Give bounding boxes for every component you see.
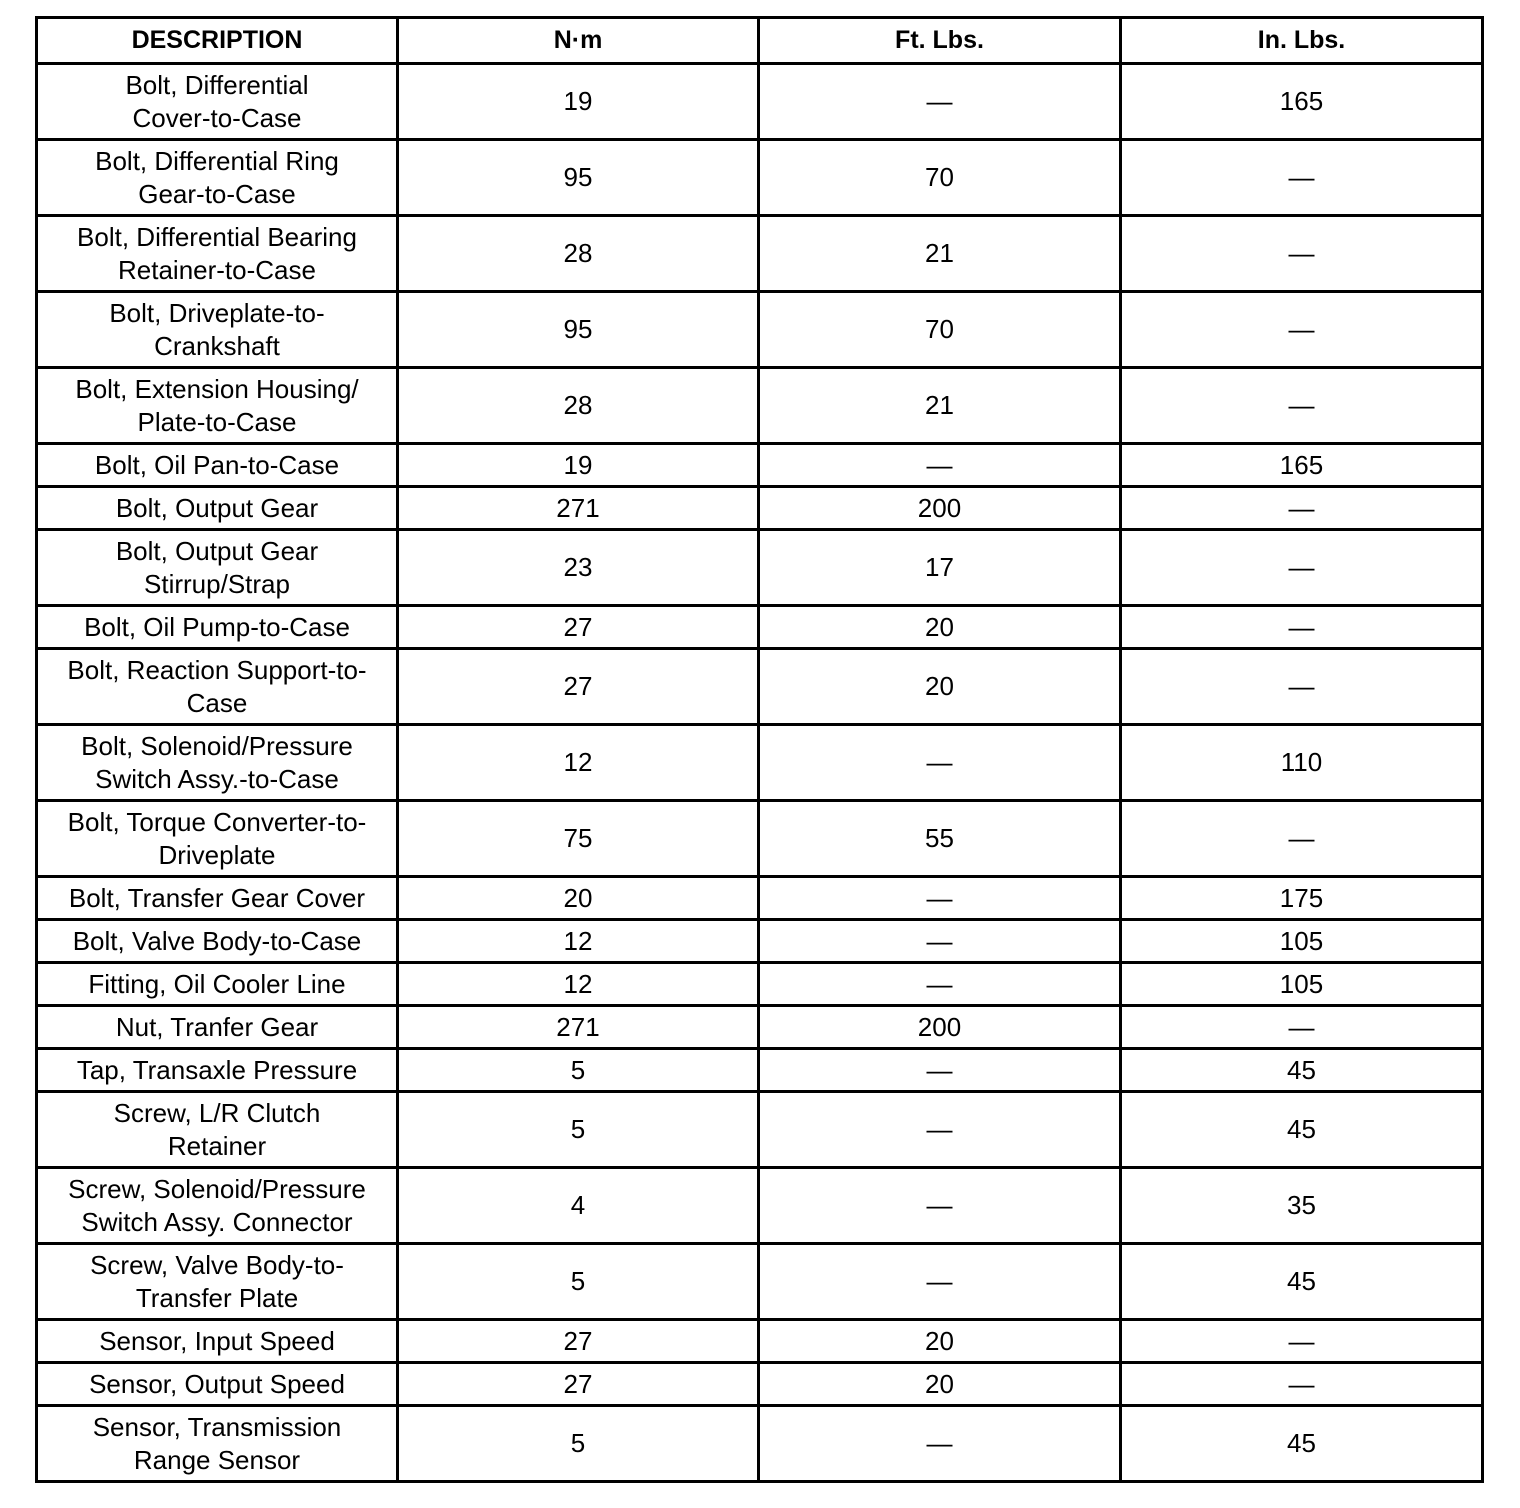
cell-foot-pounds: — — [759, 1168, 1121, 1244]
cell-newton-meters: 95 — [398, 292, 759, 368]
cell-newton-meters: 12 — [398, 920, 759, 963]
cell-foot-pounds: — — [759, 725, 1121, 801]
cell-foot-pounds: 20 — [759, 1320, 1121, 1363]
table-row — [37, 1049, 1483, 1092]
cell-newton-meters: 5 — [398, 1049, 759, 1092]
description-line: Plate-to-Case — [137, 406, 297, 437]
cell-newton-meters: 5 — [398, 1244, 759, 1320]
table-row — [37, 1092, 1483, 1168]
description-line: Bolt, Torque Converter-to- — [67, 806, 367, 837]
cell-description — [37, 725, 398, 801]
description-line: Bolt, Output Gear — [115, 492, 319, 523]
cell-newton-meters: 28 — [398, 368, 759, 444]
cell-description — [37, 64, 398, 140]
cell-foot-pounds: — — [759, 963, 1121, 1006]
cell-description — [37, 920, 398, 963]
description-line: Bolt, Differential Bearing — [77, 221, 357, 252]
description-line: Bolt, Driveplate-to- — [109, 297, 325, 328]
cell-foot-pounds: — — [759, 64, 1121, 140]
cell-inch-pounds: — — [1121, 530, 1483, 606]
table-row — [37, 1320, 1483, 1363]
cell-newton-meters: 23 — [398, 530, 759, 606]
cell-foot-pounds: 20 — [759, 1363, 1121, 1406]
cell-inch-pounds: — — [1121, 487, 1483, 530]
cell-description — [37, 1006, 398, 1049]
cell-inch-pounds: 165 — [1121, 64, 1483, 140]
description-line: Screw, Valve Body-to- — [90, 1249, 344, 1280]
cell-description — [37, 1092, 398, 1168]
cell-foot-pounds: — — [759, 1049, 1121, 1092]
cell-inch-pounds: — — [1121, 1006, 1483, 1049]
description-line: Switch Assy. Connector — [81, 1206, 353, 1237]
cell-description — [37, 801, 398, 877]
cell-foot-pounds: 55 — [759, 801, 1121, 877]
header-description: DESCRIPTION — [37, 18, 398, 64]
description-line: Screw, Solenoid/Pressure — [68, 1173, 366, 1204]
cell-newton-meters: 5 — [398, 1092, 759, 1168]
cell-inch-pounds: 105 — [1121, 963, 1483, 1006]
cell-inch-pounds: — — [1121, 649, 1483, 725]
table-row — [37, 877, 1483, 920]
cell-inch-pounds: 175 — [1121, 877, 1483, 920]
description-line: Range Sensor — [133, 1444, 301, 1475]
table-row — [37, 487, 1483, 530]
description-line: Transfer Plate — [135, 1282, 299, 1313]
description-line: Nut, Tranfer Gear — [115, 1011, 319, 1042]
cell-inch-pounds: 45 — [1121, 1049, 1483, 1092]
table-row — [37, 725, 1483, 801]
description-line: Driveplate — [158, 839, 276, 870]
cell-newton-meters: 19 — [398, 64, 759, 140]
description-line: Bolt, Oil Pan-to-Case — [94, 449, 340, 480]
table-body — [37, 64, 1483, 1482]
cell-inch-pounds: — — [1121, 216, 1483, 292]
description-line: Bolt, Transfer Gear Cover — [68, 882, 366, 913]
cell-newton-meters: 27 — [398, 649, 759, 725]
cell-foot-pounds: 21 — [759, 216, 1121, 292]
cell-description — [37, 1049, 398, 1092]
cell-foot-pounds: 200 — [759, 1006, 1121, 1049]
cell-description — [37, 1244, 398, 1320]
description-line: Retainer — [167, 1130, 267, 1161]
cell-inch-pounds: — — [1121, 140, 1483, 216]
cell-description — [37, 530, 398, 606]
cell-inch-pounds: 165 — [1121, 444, 1483, 487]
cell-newton-meters: 28 — [398, 216, 759, 292]
cell-inch-pounds: 45 — [1121, 1092, 1483, 1168]
cell-newton-meters: 27 — [398, 606, 759, 649]
header-newton-meters: N·m — [398, 18, 759, 64]
table-row — [37, 963, 1483, 1006]
cell-description — [37, 963, 398, 1006]
table-row — [37, 1168, 1483, 1244]
cell-newton-meters: 4 — [398, 1168, 759, 1244]
description-line: Case — [186, 687, 248, 718]
table-row — [37, 606, 1483, 649]
cell-newton-meters: 75 — [398, 801, 759, 877]
table-row — [37, 368, 1483, 444]
cell-description — [37, 368, 398, 444]
cell-newton-meters: 12 — [398, 725, 759, 801]
cell-inch-pounds: 45 — [1121, 1406, 1483, 1482]
cell-inch-pounds: 110 — [1121, 725, 1483, 801]
description-line: Screw, L/R Clutch — [113, 1097, 321, 1128]
cell-description — [37, 487, 398, 530]
cell-inch-pounds: 45 — [1121, 1244, 1483, 1320]
description-line: Bolt, Reaction Support-to- — [67, 654, 367, 685]
table-row — [37, 444, 1483, 487]
cell-foot-pounds: 200 — [759, 487, 1121, 530]
cell-description — [37, 1168, 398, 1244]
cell-inch-pounds: 35 — [1121, 1168, 1483, 1244]
description-line: Bolt, Valve Body-to-Case — [72, 925, 362, 956]
cell-inch-pounds: 105 — [1121, 920, 1483, 963]
cell-inch-pounds: — — [1121, 368, 1483, 444]
table-row — [37, 1006, 1483, 1049]
description-line: Bolt, Output Gear — [115, 535, 319, 566]
table-row — [37, 649, 1483, 725]
cell-foot-pounds: — — [759, 1244, 1121, 1320]
cell-newton-meters: 19 — [398, 444, 759, 487]
description-line: Gear-to-Case — [138, 178, 296, 209]
description-line: Sensor, Input Speed — [99, 1325, 335, 1356]
table-row — [37, 1406, 1483, 1482]
cell-foot-pounds: — — [759, 1092, 1121, 1168]
table-row — [37, 801, 1483, 877]
description-line: Fitting, Oil Cooler Line — [88, 968, 346, 999]
cell-description — [37, 1363, 398, 1406]
cell-inch-pounds: — — [1121, 606, 1483, 649]
cell-foot-pounds: — — [759, 920, 1121, 963]
cell-newton-meters: 5 — [398, 1406, 759, 1482]
description-line: Retainer-to-Case — [118, 254, 316, 285]
table-row — [37, 140, 1483, 216]
description-line: Switch Assy.-to-Case — [95, 763, 339, 794]
description-line: Bolt, Solenoid/Pressure — [81, 730, 353, 761]
cell-description — [37, 292, 398, 368]
cell-inch-pounds: — — [1121, 801, 1483, 877]
table-row — [37, 216, 1483, 292]
description-line: Tap, Transaxle Pressure — [76, 1054, 358, 1085]
cell-newton-meters: 20 — [398, 877, 759, 920]
cell-foot-pounds: — — [759, 1406, 1121, 1482]
cell-description — [37, 606, 398, 649]
cell-foot-pounds: 21 — [759, 368, 1121, 444]
cell-newton-meters: 95 — [398, 140, 759, 216]
description-line: Bolt, Differential Ring — [95, 145, 339, 176]
cell-inch-pounds: — — [1121, 1363, 1483, 1406]
description-line: Cover-to-Case — [132, 102, 302, 133]
description-line: Bolt, Differential — [125, 69, 309, 100]
cell-newton-meters: 271 — [398, 1006, 759, 1049]
cell-description — [37, 877, 398, 920]
description-line: Stirrup/Strap — [144, 568, 290, 599]
cell-newton-meters: 12 — [398, 963, 759, 1006]
description-line: Crankshaft — [154, 330, 280, 361]
table-row — [37, 920, 1483, 963]
table-row — [37, 530, 1483, 606]
cell-description — [37, 140, 398, 216]
cell-foot-pounds: 20 — [759, 606, 1121, 649]
table-row — [37, 1244, 1483, 1320]
cell-description — [37, 1320, 398, 1363]
cell-newton-meters: 27 — [398, 1363, 759, 1406]
cell-description — [37, 444, 398, 487]
cell-inch-pounds: — — [1121, 1320, 1483, 1363]
cell-newton-meters: 271 — [398, 487, 759, 530]
cell-foot-pounds: 70 — [759, 140, 1121, 216]
cell-foot-pounds: 17 — [759, 530, 1121, 606]
cell-description — [37, 1406, 398, 1482]
table-row — [37, 292, 1483, 368]
cell-newton-meters: 27 — [398, 1320, 759, 1363]
table-row — [37, 1363, 1483, 1406]
header-row — [37, 18, 1483, 64]
cell-foot-pounds: — — [759, 444, 1121, 487]
cell-foot-pounds: — — [759, 877, 1121, 920]
cell-inch-pounds: — — [1121, 292, 1483, 368]
table-row — [37, 64, 1483, 140]
torque-spec-table — [35, 16, 1484, 1483]
description-line: Bolt, Extension Housing/ — [75, 373, 359, 404]
cell-description — [37, 216, 398, 292]
cell-description — [37, 649, 398, 725]
cell-foot-pounds: 70 — [759, 292, 1121, 368]
description-line: Sensor, Output Speed — [89, 1368, 345, 1399]
header-inch-pounds: In. Lbs. — [1121, 18, 1483, 64]
description-line: Bolt, Oil Pump-to-Case — [84, 611, 350, 642]
cell-foot-pounds: 20 — [759, 649, 1121, 725]
header-foot-pounds: Ft. Lbs. — [759, 18, 1121, 64]
description-line: Sensor, Transmission — [92, 1411, 342, 1442]
